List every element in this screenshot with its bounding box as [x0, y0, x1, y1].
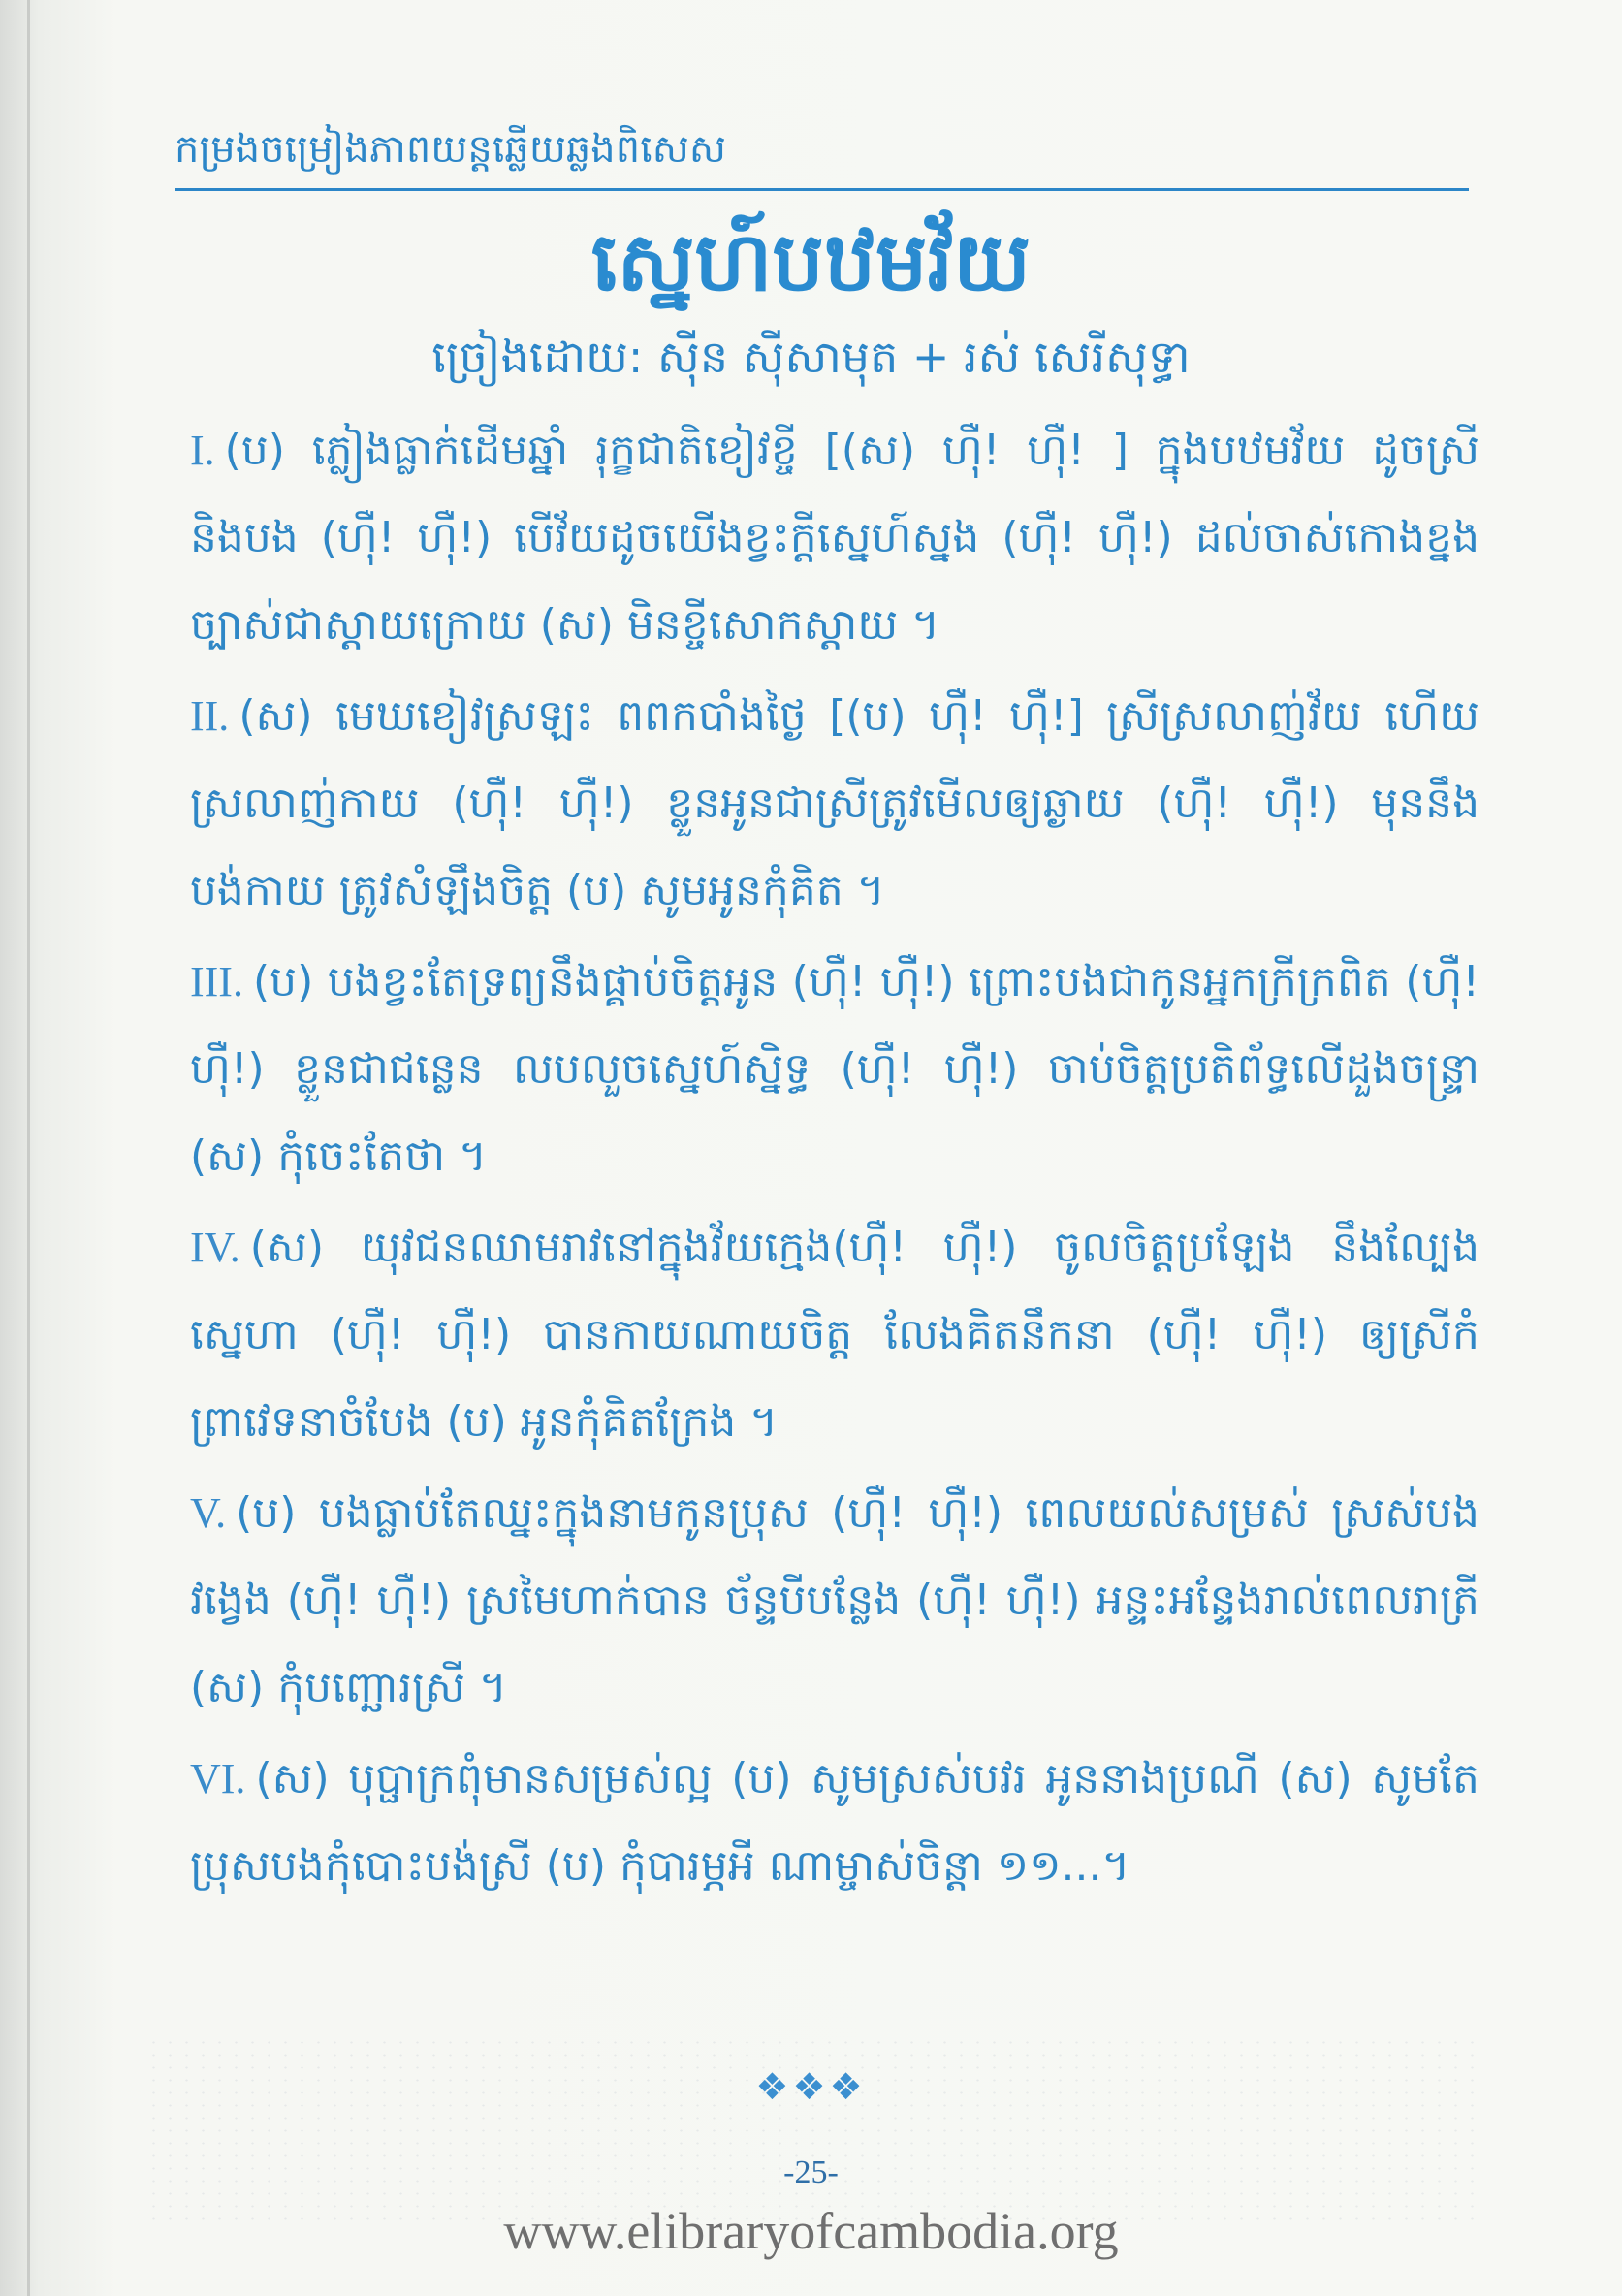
verse-number: I. — [190, 427, 215, 474]
verse-2 — [190, 673, 1479, 935]
song-credit: ច្រៀងដោយ: ស៊ីន ស៊ីសាមុត + រស់ សេរីសុទ្ធា — [431, 331, 1191, 383]
header-rule — [175, 188, 1469, 191]
verse-number: V. — [190, 1489, 227, 1537]
verse-text: (ស) បុប្ផាក្រពុំមានសម្រស់ល្អ (ប) សូមស្រស់បវរ អូននាងប្រណី (ស) សូមតែប្រុសបងកុំបោះបង់ស្រី (ប) កុំបារម្ភអី ណាម្ចាស់ចិន្ដា ១១...។ — [190, 1754, 1479, 1891]
verse-number: III. — [190, 958, 243, 1005]
ornament-divider-icon: ❖❖❖ — [755, 2065, 867, 2108]
verse-text: (ស) យុវជនឈាមរាវនៅក្នុងវ័យក្មេង(ហ៊ឺ! ហ៊ឺ!) ចូលចិត្តប្រឡែង នឹងល្បែងស្នេហា (ហ៊ឺ! ហ៊ឺ!) បានកាយណាយចិត្ត លែងគិតនឹកនា (ហ៊ឺ! ហ៊ឺ!) ឲ្យស្រីកំព្រាវេទនាចំបែង (ប) អូនកុំគិតក្រែង ។ — [190, 1223, 1479, 1447]
verse-number: VI. — [190, 1755, 246, 1802]
running-title: កម្រងចម្រៀងភាពយន្តឆ្លើយឆ្លងពិសេស — [175, 127, 726, 172]
page-number: -25- — [783, 2154, 839, 2190]
running-header — [175, 124, 1454, 192]
verse-1 — [190, 407, 1479, 669]
song-title: ស្នេហ៍បឋមវ័យ — [590, 214, 1032, 309]
verse-number: II. — [190, 692, 230, 740]
verse-text: (ប) ភ្លៀងធ្លាក់ដើមឆ្នាំ រុក្ខជាតិខៀវខ្ចី [(ស) ហ៊ឺ! ហ៊ឺ! ] ក្នុងបឋមវ័យ ដូចស្រីនិងបង (ហ៊ឺ! ហ៊ឺ!) បើវ័យដូចយើងខ្វះក្ដីស្នេហ៍ស្នង (ហ៊ឺ! ហ៊ឺ!) ដល់ចាស់កោងខ្នង ច្បាស់ជាស្ដាយក្រោយ (ស) មិនខ្ចីសោកស្ដាយ ។ — [190, 426, 1479, 650]
verse-text: (ស) មេឃខៀវស្រឡះ ពពកបាំងថ្ងៃ [(ប) ហ៊ឺ! ហ៊ឺ!] ស្រីស្រលាញ់វ័យ ហើយស្រលាញ់កាយ (ហ៊ឺ! ហ៊ឺ!) ខ្លួនអូនជាស្រីត្រូវមើលឲ្យឆ្ងាយ (ហ៊ឺ! ហ៊ឺ!) មុននឹងបង់កាយ ត្រូវសំឡឹងចិត្ត (ប) សូមអូនកុំគិត ។ — [190, 691, 1479, 915]
verse-text: (ប) បងធ្លាប់តែឈ្នះក្នុងនាមកូនប្រុស (ហ៊ឺ! ហ៊ឺ!) ពេលយល់សម្រស់ ស្រស់បងវង្វេង (ហ៊ឺ! ហ៊ឺ!) ស្រមៃហាក់បាន ច័ន្ទបីបន្លែង (ហ៊ឺ! ហ៊ឺ!) អន្ទះអន្ទែងរាល់ពេលរាត្រី (ស) កុំបញ្ឆោរស្រី ។ — [190, 1488, 1479, 1712]
website-watermark: www.elibraryofcambodia.org — [503, 2202, 1119, 2260]
verse-4 — [190, 1204, 1479, 1466]
lyrics-body — [190, 407, 1479, 1914]
verse-3 — [190, 939, 1479, 1200]
verse-5 — [190, 1470, 1479, 1732]
verse-text: (ប) បងខ្វះតែទ្រព្យនឹងផ្គាប់ចិត្តអូន (ហ៊ឺ! ហ៊ឺ!) ព្រោះបងជាកូនអ្នកក្រីក្រពិត (ហ៊ឺ! ហ៊ឺ!) ខ្លួនជាជន្លេន លបលួចស្នេហ៍ស្និទ្ធ (ហ៊ឺ! ហ៊ឺ!) ចាប់ចិត្តប្រតិព័ទ្ធលើដួងចន្ទ្រា (ស) កុំចេះតែថា ។ — [190, 957, 1479, 1181]
verse-number: IV. — [190, 1224, 240, 1271]
verse-6 — [190, 1736, 1479, 1910]
